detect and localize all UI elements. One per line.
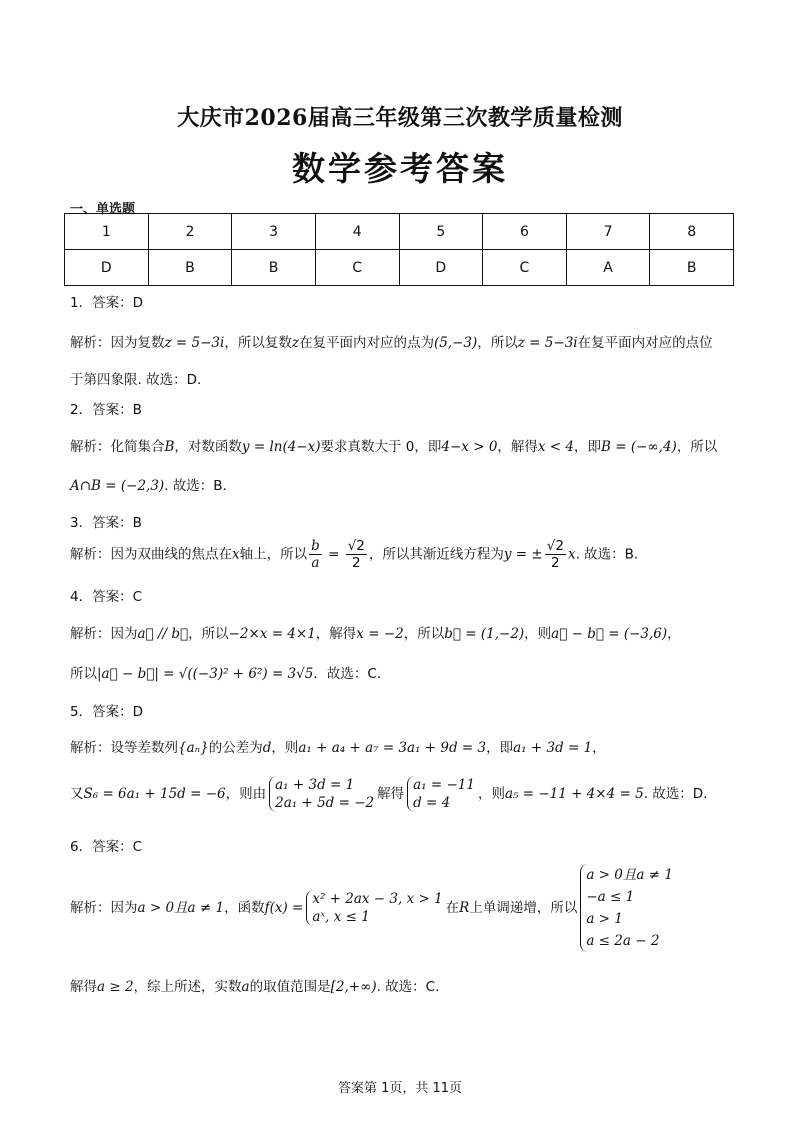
formula: a₅ = −11 + 4×4 = 5 <box>504 786 644 802</box>
formula: [2,+∞) <box>330 979 377 995</box>
formula: −2×x = 4×1 <box>228 626 316 642</box>
formula: x <box>232 546 240 563</box>
text: 在复平面内对应的点为 <box>298 335 434 351</box>
q1-explanation-line2: 于第四象限. 故选：D. <box>70 372 202 388</box>
formula: z = 5−3i <box>517 335 578 351</box>
formula: |a⃗ − b⃗| = √((−3)² + 6²) = 3√5 <box>97 666 314 682</box>
table-cell: 3 <box>232 214 316 250</box>
text: ，所以复数 <box>224 335 292 351</box>
q6-explanation-line2 <box>70 975 439 995</box>
text: . 故选：B. <box>575 546 639 563</box>
equation: a > 1 <box>586 911 623 927</box>
formula: z <box>291 335 299 351</box>
text: ，解得 <box>497 439 538 455</box>
text: 要求真数大于 0，即 <box>320 439 442 455</box>
text: ， <box>667 626 681 642</box>
text: ，则由 <box>225 786 267 802</box>
text: ，对数函数 <box>174 439 242 455</box>
formula: a⃗ − b⃗ = (−3,6) <box>551 626 668 642</box>
table-cell: 2 <box>148 214 232 250</box>
text: ，则 <box>271 740 299 756</box>
document-title: 大庆市2026届高三年级第三次教学质量检测 <box>177 105 623 131</box>
table-cell: C <box>483 250 567 286</box>
formula: B <box>164 439 175 455</box>
text: 解得 <box>377 786 405 802</box>
formula: x < 4 <box>537 439 575 455</box>
text: 解析：化简集合 <box>70 439 165 455</box>
table-row-answers <box>65 250 734 286</box>
page-footer: 答案第 1页，共 11页 <box>337 1081 463 1096</box>
q5-explanation-line1 <box>70 736 606 756</box>
q2-explanation-line1 <box>70 435 717 455</box>
text: ，则 <box>524 626 552 642</box>
q5-answer-heading: 5．答案：D <box>70 704 143 720</box>
text: . 故选：D. <box>643 786 708 802</box>
formula: a₁ + a₄ + a₇ = 3a₁ + 9d = 3 <box>298 740 487 756</box>
q3-explanation-line1 <box>70 538 638 571</box>
q1-explanation-line1 <box>70 331 713 351</box>
formula: f(x) = <box>264 900 304 916</box>
text: 上单调递增，所以 <box>469 900 578 916</box>
equation-system <box>580 864 673 952</box>
equation-system <box>269 776 374 812</box>
q2-explanation-line2 <box>70 474 227 494</box>
table-cell: 5 <box>399 214 483 250</box>
text: ，函数 <box>224 900 265 916</box>
text: 又 <box>70 786 84 802</box>
equation: a ≤ 2a − 2 <box>586 933 660 949</box>
fraction <box>346 538 367 571</box>
q5-explanation-line2 <box>70 776 707 812</box>
formula: y = ln(4−x) <box>241 439 321 455</box>
formula: B = (−∞,4) <box>601 439 677 455</box>
formula: b⃗ = (1,−2) <box>444 626 525 642</box>
text: ，所以 <box>188 626 229 642</box>
table-cell: B <box>650 250 734 286</box>
text: 解析：因为复数 <box>70 335 165 351</box>
formula: y = ± <box>503 546 543 563</box>
formula: d <box>262 740 272 756</box>
fraction <box>309 538 322 571</box>
numerator: √2 <box>347 538 365 554</box>
text: 解析：因为 <box>70 900 138 916</box>
q4-explanation-line2 <box>70 662 381 682</box>
table-row-numbers <box>65 214 734 250</box>
equation: aˣ, x ≤ 1 <box>312 909 370 925</box>
table-cell: 6 <box>483 214 567 250</box>
fraction <box>545 538 566 571</box>
text: ，所以其渐近线方程为 <box>368 546 504 563</box>
text: 在复平面内对应的点位 <box>577 335 713 351</box>
text: 解得 <box>70 979 97 995</box>
text: ，综上所述，实数 <box>133 979 242 995</box>
equation: a₁ = −11 <box>413 777 475 793</box>
formula: a ≥ 2 <box>97 979 134 995</box>
table-cell: D <box>399 250 483 286</box>
equation: x² + 2ax − 3, x > 1 <box>312 891 443 907</box>
text: ．故选：C. <box>313 666 382 682</box>
table-cell: 8 <box>650 214 734 250</box>
formula: {aₙ} <box>178 740 209 756</box>
text: ，则 <box>477 786 505 802</box>
q6-answer-heading: 6．答案：C <box>70 839 143 855</box>
text: 轴上，所以 <box>239 546 308 563</box>
text: ， <box>592 740 606 756</box>
equation: d = 4 <box>413 795 451 811</box>
formula: a <box>241 979 250 995</box>
text: ，解得 <box>315 626 357 642</box>
denominator: a <box>311 555 320 571</box>
equation: a > 0且a ≠ 1 <box>586 867 673 883</box>
formula: a⃗ // b⃗ <box>137 626 189 642</box>
q2-answer-heading: 2．答案：B <box>70 402 142 418</box>
q3-answer-heading: 3．答案：B <box>70 515 142 531</box>
table-cell: C <box>315 250 399 286</box>
text: ，即 <box>486 740 514 756</box>
text: . 故选：C. <box>376 979 440 995</box>
table-cell: B <box>232 250 316 286</box>
text: 在 <box>445 900 460 916</box>
equation: 2a₁ + 5d = −2 <box>275 795 375 811</box>
text: 的取值范围是 <box>249 979 331 995</box>
denominator: 2 <box>351 555 361 571</box>
denominator: 2 <box>551 555 560 571</box>
text: ，即 <box>574 439 602 455</box>
equation-system <box>407 776 475 812</box>
formula: x = −2 <box>356 626 404 642</box>
numerator: b <box>311 538 320 554</box>
text: 所以 <box>70 666 97 682</box>
table-cell: B <box>148 250 232 286</box>
table-cell: 7 <box>566 214 650 250</box>
text: 解析：因为双曲线的焦点在 <box>70 546 232 563</box>
q6-explanation-line1 <box>70 864 676 952</box>
table-cell: 1 <box>65 214 149 250</box>
formula: a > 0且a ≠ 1 <box>137 900 225 916</box>
table-cell: 4 <box>315 214 399 250</box>
text: = <box>323 546 344 563</box>
formula: (5,−3) <box>433 335 478 351</box>
text: 解析：设等差数列 <box>70 740 178 756</box>
text: 的公差为 <box>208 740 263 756</box>
piecewise-function <box>306 890 442 926</box>
numerator: √2 <box>546 538 564 554</box>
q4-answer-heading: 4．答案：C <box>70 589 143 605</box>
formula: S₆ = 6a₁ + 15d = −6 <box>83 786 226 802</box>
text: ，所以 <box>403 626 445 642</box>
formula: R <box>459 900 470 916</box>
q4-explanation-line1 <box>70 622 681 642</box>
formula: a₁ + 3d = 1 <box>513 740 593 756</box>
answer-table <box>64 213 734 286</box>
equation: a₁ + 3d = 1 <box>275 777 355 793</box>
text: ，所以 <box>676 439 718 455</box>
q1-answer-heading: 1．答案：D <box>70 295 143 311</box>
table-cell: A <box>566 250 650 286</box>
formula: z = 5−3i <box>164 335 225 351</box>
formula: x <box>567 546 576 563</box>
equation: −a ≤ 1 <box>586 889 635 905</box>
document-subtitle: 数学参考答案 <box>292 149 508 188</box>
formula: A∩B = (−2,3) <box>70 478 165 494</box>
text: 解析：因为 <box>70 626 138 642</box>
section-heading: 一、单选题 <box>70 202 136 217</box>
formula: 4−x > 0 <box>441 439 498 455</box>
text: ，所以 <box>477 335 518 351</box>
text: . 故选：B. <box>164 478 227 494</box>
table-cell: D <box>65 250 149 286</box>
